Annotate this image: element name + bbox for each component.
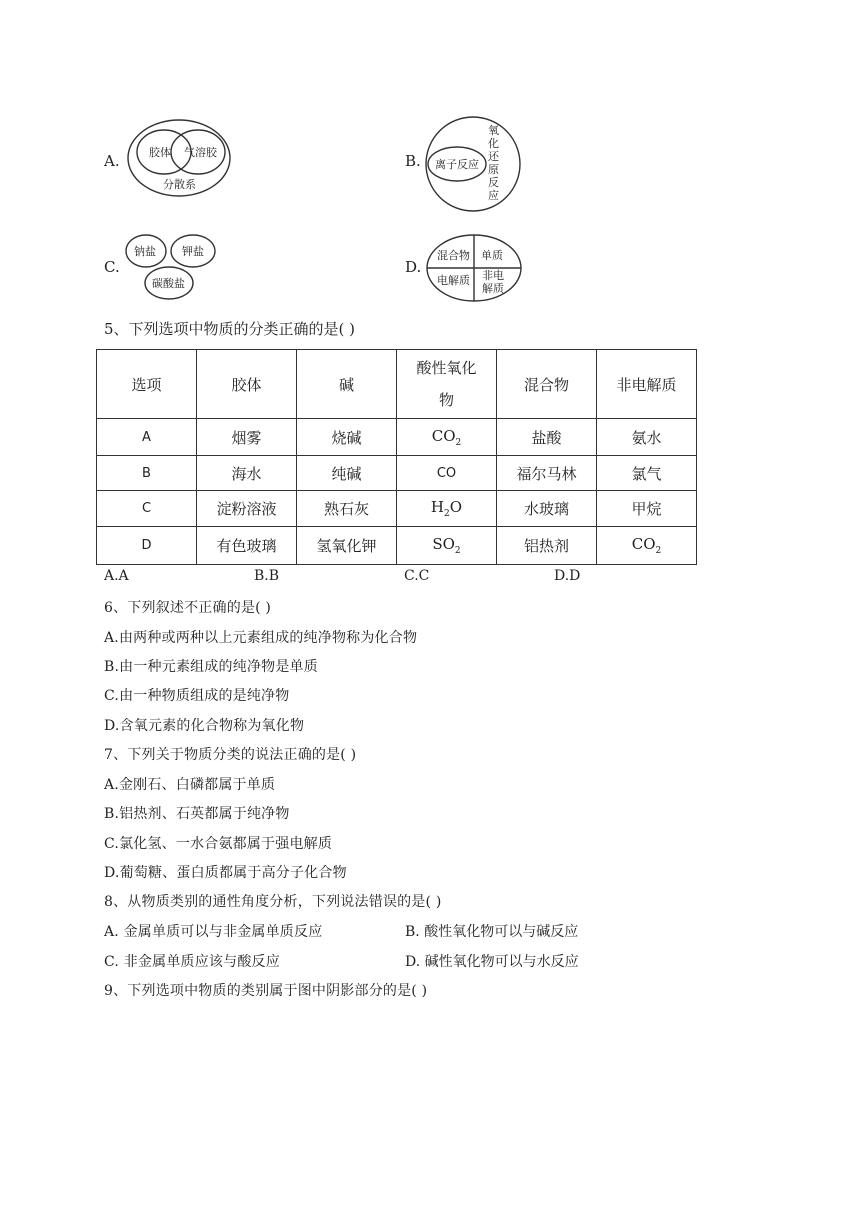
q7-option-b[interactable]: B.铝热剂、石英都属于纯净物	[104, 806, 290, 822]
header-base: 碱	[297, 350, 397, 419]
q5-option-d[interactable]: D.D	[554, 568, 581, 584]
q5-table	[96, 349, 697, 565]
header-non-electrolyte: 非电解质	[597, 350, 697, 419]
figure-c-c1: 钠盐	[134, 245, 156, 258]
svg-text:化: 化	[488, 137, 499, 150]
figure-b-diagram	[424, 115, 524, 213]
q8-stem: 8、从物质类别的通性角度分析，下列说法错误的是( )	[104, 894, 442, 910]
figure-b-label: B.	[405, 152, 421, 170]
svg-text:还: 还	[488, 150, 499, 163]
q8-option-d[interactable]: D. 碱性氧化物可以与水反应	[405, 954, 579, 970]
figure-d-label: D.	[405, 258, 422, 276]
table-header-row	[97, 350, 697, 419]
figure-c-c2: 钾盐	[182, 245, 204, 258]
q6-option-c[interactable]: C.由一种物质组成的是纯净物	[104, 688, 290, 704]
table-row: B 海水 纯碱 CO 福尔马林 氯气	[97, 456, 697, 491]
q8-option-b[interactable]: B. 酸性氧化物可以与碱反应	[405, 924, 579, 940]
q5-stem: 5、下列选项中物质的分类正确的是( )	[104, 320, 356, 338]
table-row: D 有色玻璃 氢氧化钾 $SO_2$ 铝热剂 $CO_2$	[97, 527, 697, 565]
figure-c-diagram	[124, 232, 220, 302]
figure-a-diagram	[126, 118, 232, 198]
q7-option-d[interactable]: D.葡萄糖、蛋白质都属于高分子化合物	[104, 865, 347, 881]
figure-b-inner: 离子反应	[435, 158, 479, 171]
q6-option-b[interactable]: B.由一种元素组成的纯净物是单质	[104, 659, 318, 675]
figure-c-label: C.	[104, 258, 120, 276]
q7-option-c[interactable]: C.氯化氢、一水合氨都属于强电解质	[104, 836, 333, 852]
svg-text:原: 原	[488, 163, 499, 176]
header-colloid: 胶体	[197, 350, 297, 419]
svg-text:氧: 氧	[488, 124, 499, 137]
table-row: C 淀粉溶液 熟石灰 $H_2O$ 水玻璃 甲烷	[97, 491, 697, 527]
q8-option-c[interactable]: C. 非金属单质应该与酸反应	[104, 954, 280, 970]
q7-stem: 7、下列关于物质分类的说法正确的是( )	[104, 747, 357, 763]
figure-c-c3: 碳酸盐	[152, 277, 185, 290]
header-acidic-oxide: 酸性氧化 物	[397, 350, 497, 419]
q7-option-a[interactable]: A.金刚石、白磷都属于单质	[104, 777, 276, 793]
q5-option-c[interactable]: C.C	[404, 568, 430, 584]
figure-d-diagram	[425, 233, 523, 303]
q6-option-a[interactable]: A.由两种或两种以上元素组成的纯净物称为化合物	[104, 630, 418, 646]
table-row: A 烟雾 烧碱 $CO_2$ 盐酸 氨水	[97, 419, 697, 456]
figure-a-inner2: 气溶胶	[184, 146, 217, 159]
q5-option-a[interactable]: A.A	[104, 568, 129, 584]
figure-a-inner1: 胶体	[149, 146, 171, 159]
figure-a-outer: 分散系	[163, 178, 196, 191]
figure-a-label: A.	[104, 152, 120, 170]
figure-d-q4b: 解质	[482, 282, 504, 295]
header-mixture: 混合物	[497, 350, 597, 419]
q6-stem: 6、下列叙述不正确的是( )	[104, 600, 272, 616]
q9-stem: 9、下列选项中物质的类别属于图中阴影部分的是( )	[104, 983, 428, 999]
q5-option-b[interactable]: B.B	[254, 568, 280, 584]
figure-d-q4a: 非电	[482, 269, 504, 282]
q8-option-a[interactable]: A. 金属单质可以与非金属单质反应	[104, 924, 323, 940]
figure-d-q2: 单质	[481, 249, 503, 262]
svg-text:应: 应	[488, 189, 499, 202]
svg-text:反: 反	[488, 176, 499, 189]
figure-d-q3: 电解质	[437, 274, 470, 287]
q6-option-d[interactable]: D.含氧元素的化合物称为氧化物	[104, 718, 305, 734]
header-option: 选项	[97, 350, 197, 419]
figure-d-q1: 混合物	[437, 249, 470, 262]
